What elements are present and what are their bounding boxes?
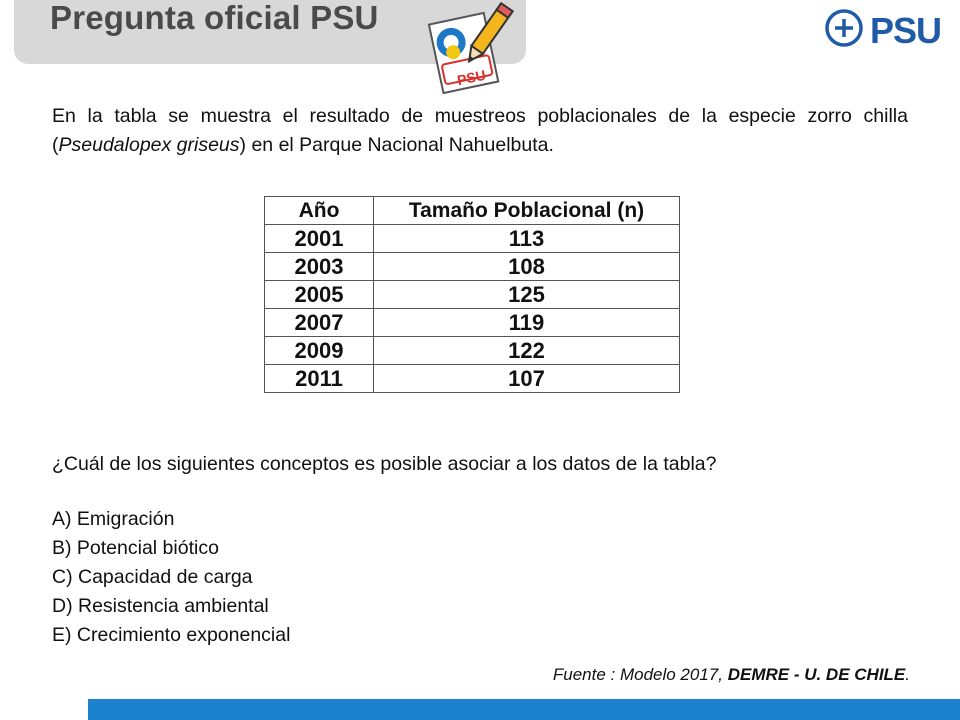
year-cell: 2009 xyxy=(265,337,374,365)
intro-text-start: En la tabla se muestra el resultado de muestreos poblacionales de la especie zorro chilla ( xyxy=(52,105,908,156)
year-cell: 2003 xyxy=(265,253,374,281)
table-row xyxy=(265,365,680,393)
page-title: Pregunta oficial PSU xyxy=(50,0,379,36)
intro-paragraph xyxy=(52,102,908,160)
table-row xyxy=(265,281,680,309)
population-cell: 113 xyxy=(374,225,680,253)
intro-text-end: ) en el Parque Nacional Nahuelbuta. xyxy=(239,134,554,156)
answer-options xyxy=(52,505,290,650)
option-b: B) Potencial biótico xyxy=(52,537,219,559)
species-name: Pseudalopex griseus xyxy=(58,134,240,156)
table-header-row xyxy=(265,197,680,225)
psu-logo xyxy=(822,6,942,56)
year-cell: 2011 xyxy=(265,365,374,393)
badge-text: PSU xyxy=(455,66,488,89)
year-cell: 2007 xyxy=(265,309,374,337)
option-d: D) Resistencia ambiental xyxy=(52,595,269,617)
year-cell: 2001 xyxy=(265,225,374,253)
plus-circle-icon xyxy=(822,6,872,56)
psu-pencil-badge-icon xyxy=(424,0,520,100)
population-cell: 119 xyxy=(374,309,680,337)
question-text: ¿Cuál de los siguientes conceptos es posible asociar a los datos de la tabla? xyxy=(52,453,717,475)
column-header-population: Tamaño Poblacional (n) xyxy=(374,197,680,225)
year-cell: 2005 xyxy=(265,281,374,309)
option-e: E) Crecimiento exponencial xyxy=(52,624,291,646)
logo-text: PSU xyxy=(870,10,942,51)
option-a: A) Emigración xyxy=(52,508,175,530)
table-row xyxy=(265,309,680,337)
population-cell: 125 xyxy=(374,281,680,309)
table-row xyxy=(265,253,680,281)
source-citation xyxy=(553,665,910,685)
source-prefix: Fuente : Modelo 2017, xyxy=(552,665,728,684)
footer-bar xyxy=(88,699,960,720)
population-table xyxy=(264,196,680,393)
population-cell: 122 xyxy=(374,337,680,365)
population-cell: 107 xyxy=(374,365,680,393)
column-header-year: Año xyxy=(265,197,374,225)
option-c: C) Capacidad de carga xyxy=(52,566,253,588)
table-row xyxy=(265,225,680,253)
source-institution: DEMRE - U. DE CHILE xyxy=(727,665,906,684)
source-suffix: . xyxy=(905,665,910,684)
population-cell: 108 xyxy=(374,253,680,281)
table-row xyxy=(265,337,680,365)
